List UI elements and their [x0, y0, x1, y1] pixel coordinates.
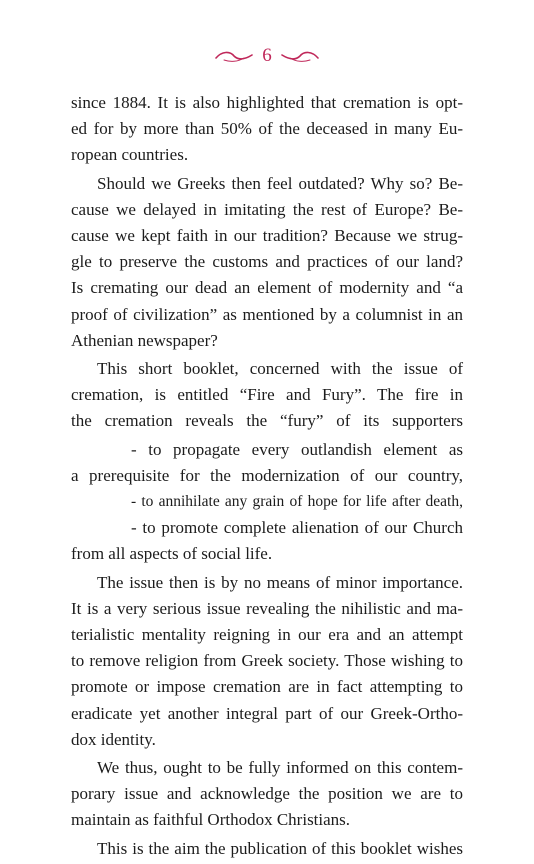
text-line: promote or impose cremation are in fact attempting to	[71, 677, 463, 697]
paragraph-5	[71, 755, 463, 834]
text-line: the cremation reveals the “fury” of its supporters	[71, 411, 463, 431]
text-line: We thus, ought to be fully informed on this contem-	[97, 758, 463, 778]
text-line: cause we kept faith in our tradition? Because we strug-	[71, 226, 463, 246]
list-item: - to annihilate any grain of hope for life after death,	[131, 493, 463, 511]
text-line: ropean countries.	[71, 145, 189, 165]
paragraph-2	[71, 171, 463, 354]
text-line: eradicate yet another integral part of our Greek-Ortho-	[71, 703, 463, 723]
page-body	[71, 90, 463, 864]
text-line: from all aspects of social life.	[71, 544, 273, 564]
text-line: cremation, is entitled “Fire and Fury”. The fire in	[71, 385, 463, 405]
text-line: gle to preserve the customs and practices of our land?	[71, 252, 463, 272]
text-line: maintain as faithful Orthodox Christians.	[71, 810, 351, 830]
list-item: - to promote complete alienation of our Church	[131, 518, 463, 538]
text-line: cause we delayed in imitating the rest of Europe? Be-	[71, 199, 463, 219]
text-line: dox identity.	[71, 729, 156, 749]
text-line: to remove religion from Greek society. Those wishing to	[71, 651, 463, 671]
paragraph-4	[71, 570, 463, 753]
paragraph-3	[71, 356, 463, 435]
text-line: since 1884. It is also highlighted that cremation is opt-	[71, 93, 463, 112]
list-item: - to propagate every outlandish element as	[131, 439, 463, 459]
page-number: 6	[262, 45, 272, 66]
text-line: This short booklet, concerned with the issue of	[97, 359, 463, 379]
text-line: Athenian newspaper?	[71, 330, 218, 350]
text-line: proof of civilization” as mentioned by a columnist in an	[71, 304, 463, 324]
page-header	[0, 44, 534, 68]
bullet-list	[71, 437, 463, 568]
text-line: Should we Greeks then feel outdated? Why so? Be-	[97, 173, 463, 193]
text-line: The issue then is by no means of minor importance.	[97, 572, 463, 592]
text-line: It is a very serious issue revealing the nihilistic and ma-	[71, 598, 463, 618]
paragraph-1	[71, 90, 463, 169]
text-line: Is cremating our dead an element of modernity and “a	[71, 278, 463, 298]
paragraph-6	[71, 836, 463, 862]
text-line: ed for by more than 50% of the deceased in many Eu-	[71, 119, 463, 139]
text-line: a prerequisite for the modernization of our country,	[71, 465, 463, 485]
text-line: terialistic mentality reigning in our era and an attempt	[71, 625, 463, 645]
text-line: This is the aim the publication of this booklet wishes	[97, 838, 463, 858]
flourish-right-icon	[280, 49, 320, 63]
flourish-left-icon	[214, 49, 254, 63]
text-line: porary issue and acknowledge the position we are to	[71, 784, 463, 804]
